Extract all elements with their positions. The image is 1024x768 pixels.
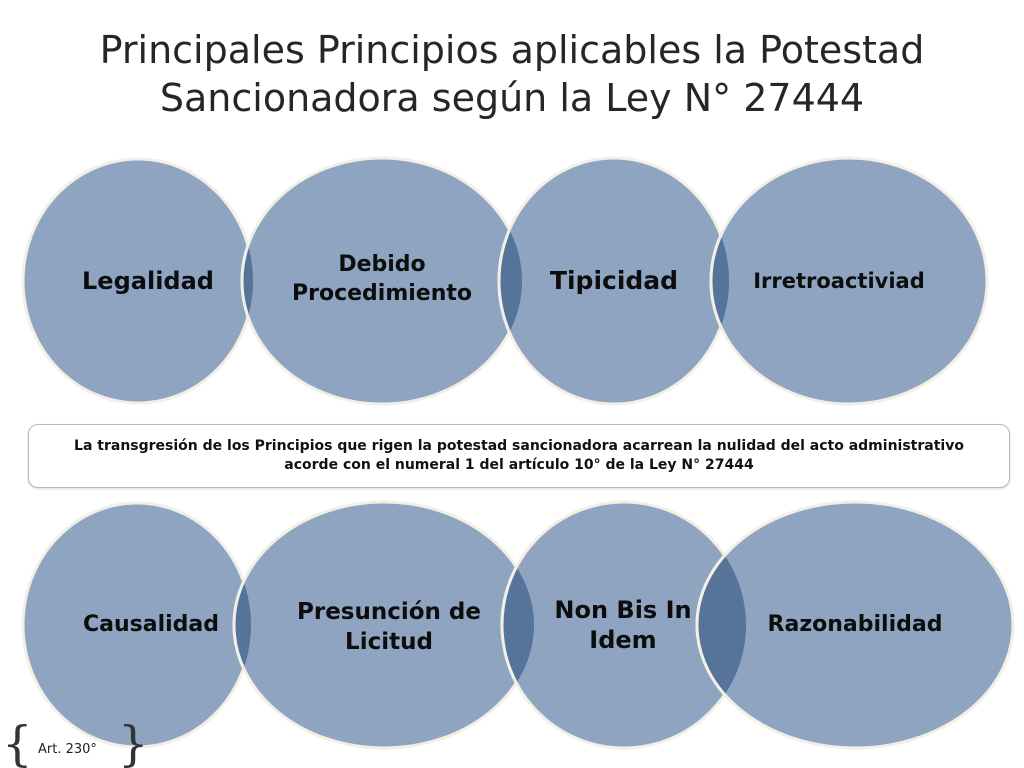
label-legalidad: Legalidad [82,267,214,295]
right-brace: } [118,716,149,768]
label-irretroactiviad: Irretroactiviad [753,269,925,293]
slide-title: Principales Principios aplicables la Potestad Sancionadora según la Ley N° 27444 [99,28,925,120]
label-presuncion-de-licitud: Presunción de Licitud [297,599,481,655]
nullity-note: La transgresión de los Principios que rigen la potestad sancionadora acarrean la nulidad del acto administrativo acorde con el numeral 1 del artículo 10° de la Ley N° 27444 [28,424,1010,488]
left-brace: { [2,716,33,768]
label-debido-procedimiento: Debido Procedimiento [291,252,473,306]
label-tipicidad: Tipicidad [549,266,679,295]
label-non-bis-in-idem: Non Bis In Idem [554,596,692,654]
label-razonabilidad: Razonabilidad [767,612,943,637]
article-reference: Art. 230° [38,742,97,757]
label-causalidad: Causalidad [82,612,220,637]
